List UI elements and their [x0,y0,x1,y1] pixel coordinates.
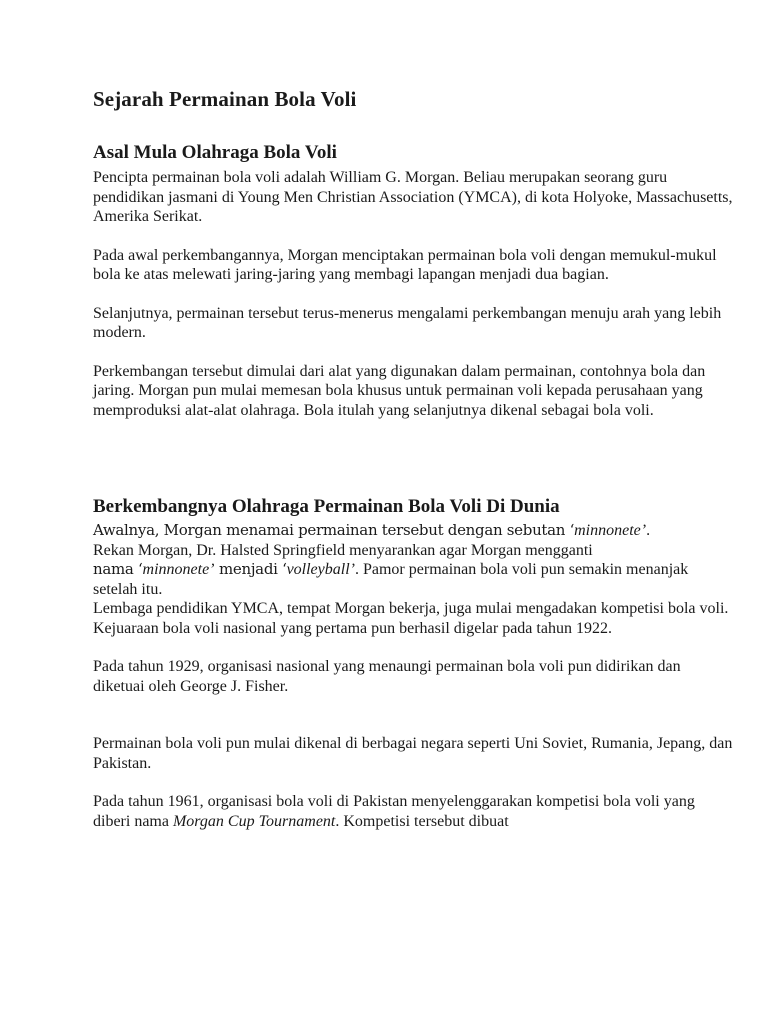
paragraph-morgan-cup [93,792,733,831]
paragraph: Permainan bola voli pun mulai dikenal di berbagai negara seperti Uni Soviet, Rumania, Jepang, dan Pakistan. [93,735,733,772]
document-title: Sejarah Permainan Bola Voli [93,87,357,111]
text-run: Rekan Morgan, Dr. Halsted Springfield menyarankan agar Morgan mengganti [93,541,593,559]
text-run: . [646,522,651,539]
text-run: menjadi ‘ [214,560,287,578]
paragraph: Perkembangan tersebut dimulai dari alat yang digunakan dalam permainan, contohnya bola dan jaring. Morgan pun mulai memesan bola khusus untuk permainan voli kepada perusahaan yang memproduksi alat-alat olahraga. Bola itulah yang selanjutnya dikenal sebagai bola voli. [93,362,706,419]
text-run: Pada tahun 1961, organisasi bola voli di Pakistan menyelenggarakan kompetisi bola voli yang diberi nama [93,793,695,830]
paragraph-naming [93,521,733,638]
text-run: Lembaga pendidikan YMCA, tempat Morgan bekerja, juga mulai mengadakan kompetisi bola voli. Kejuaraan bola voli nasional yang pertama pun berhasil digelar pada tahun 1922. [93,600,729,637]
paragraph: Pada awal perkembangannya, Morgan menciptakan permainan bola voli dengan memukul-mukul bola ke atas melewati jaring-jaring yang membagi lapangan menjadi dua bagian. [93,246,717,283]
text-run: . Kompetisi tersebut dibuat [335,812,509,830]
section-heading-asal-mula: Asal Mula Olahraga Bola Voli [93,142,337,163]
paragraph: Pencipta permainan bola voli adalah William G. Morgan. Beliau merupakan seorang guru pendidikan jasmani di Young Men Christian Association (YMCA), di kota Holyoke, Massachusetts, Amerika Serikat. [93,169,733,225]
italic-term: minnonete’ [574,522,647,539]
document-page [93,84,733,831]
text-run: . Pamor permainan bola voli pun semakin menanjak setelah itu. [93,561,689,598]
text-run: Awalnya, Morgan menamai permainan tersebut dengan sebutan ‘ [93,521,575,539]
italic-term: volleyball’ [286,561,355,578]
paragraph: Selanjutnya, permainan tersebut terus-menerus mengalami perkembangan menuju arah yang lebih modern. [93,304,722,341]
section-heading-berkembangnya: Berkembangnya Olahraga Permainan Bola Voli Di Dunia [93,496,560,517]
text-run: nama ‘ [93,560,143,578]
italic-term: minnonete’ [142,561,215,578]
paragraph: Pada tahun 1929, organisasi nasional yang menaungi permainan bola voli pun didirikan dan diketuai oleh George J. Fisher. [93,658,681,695]
italic-term: Morgan Cup Tournament [172,812,336,830]
